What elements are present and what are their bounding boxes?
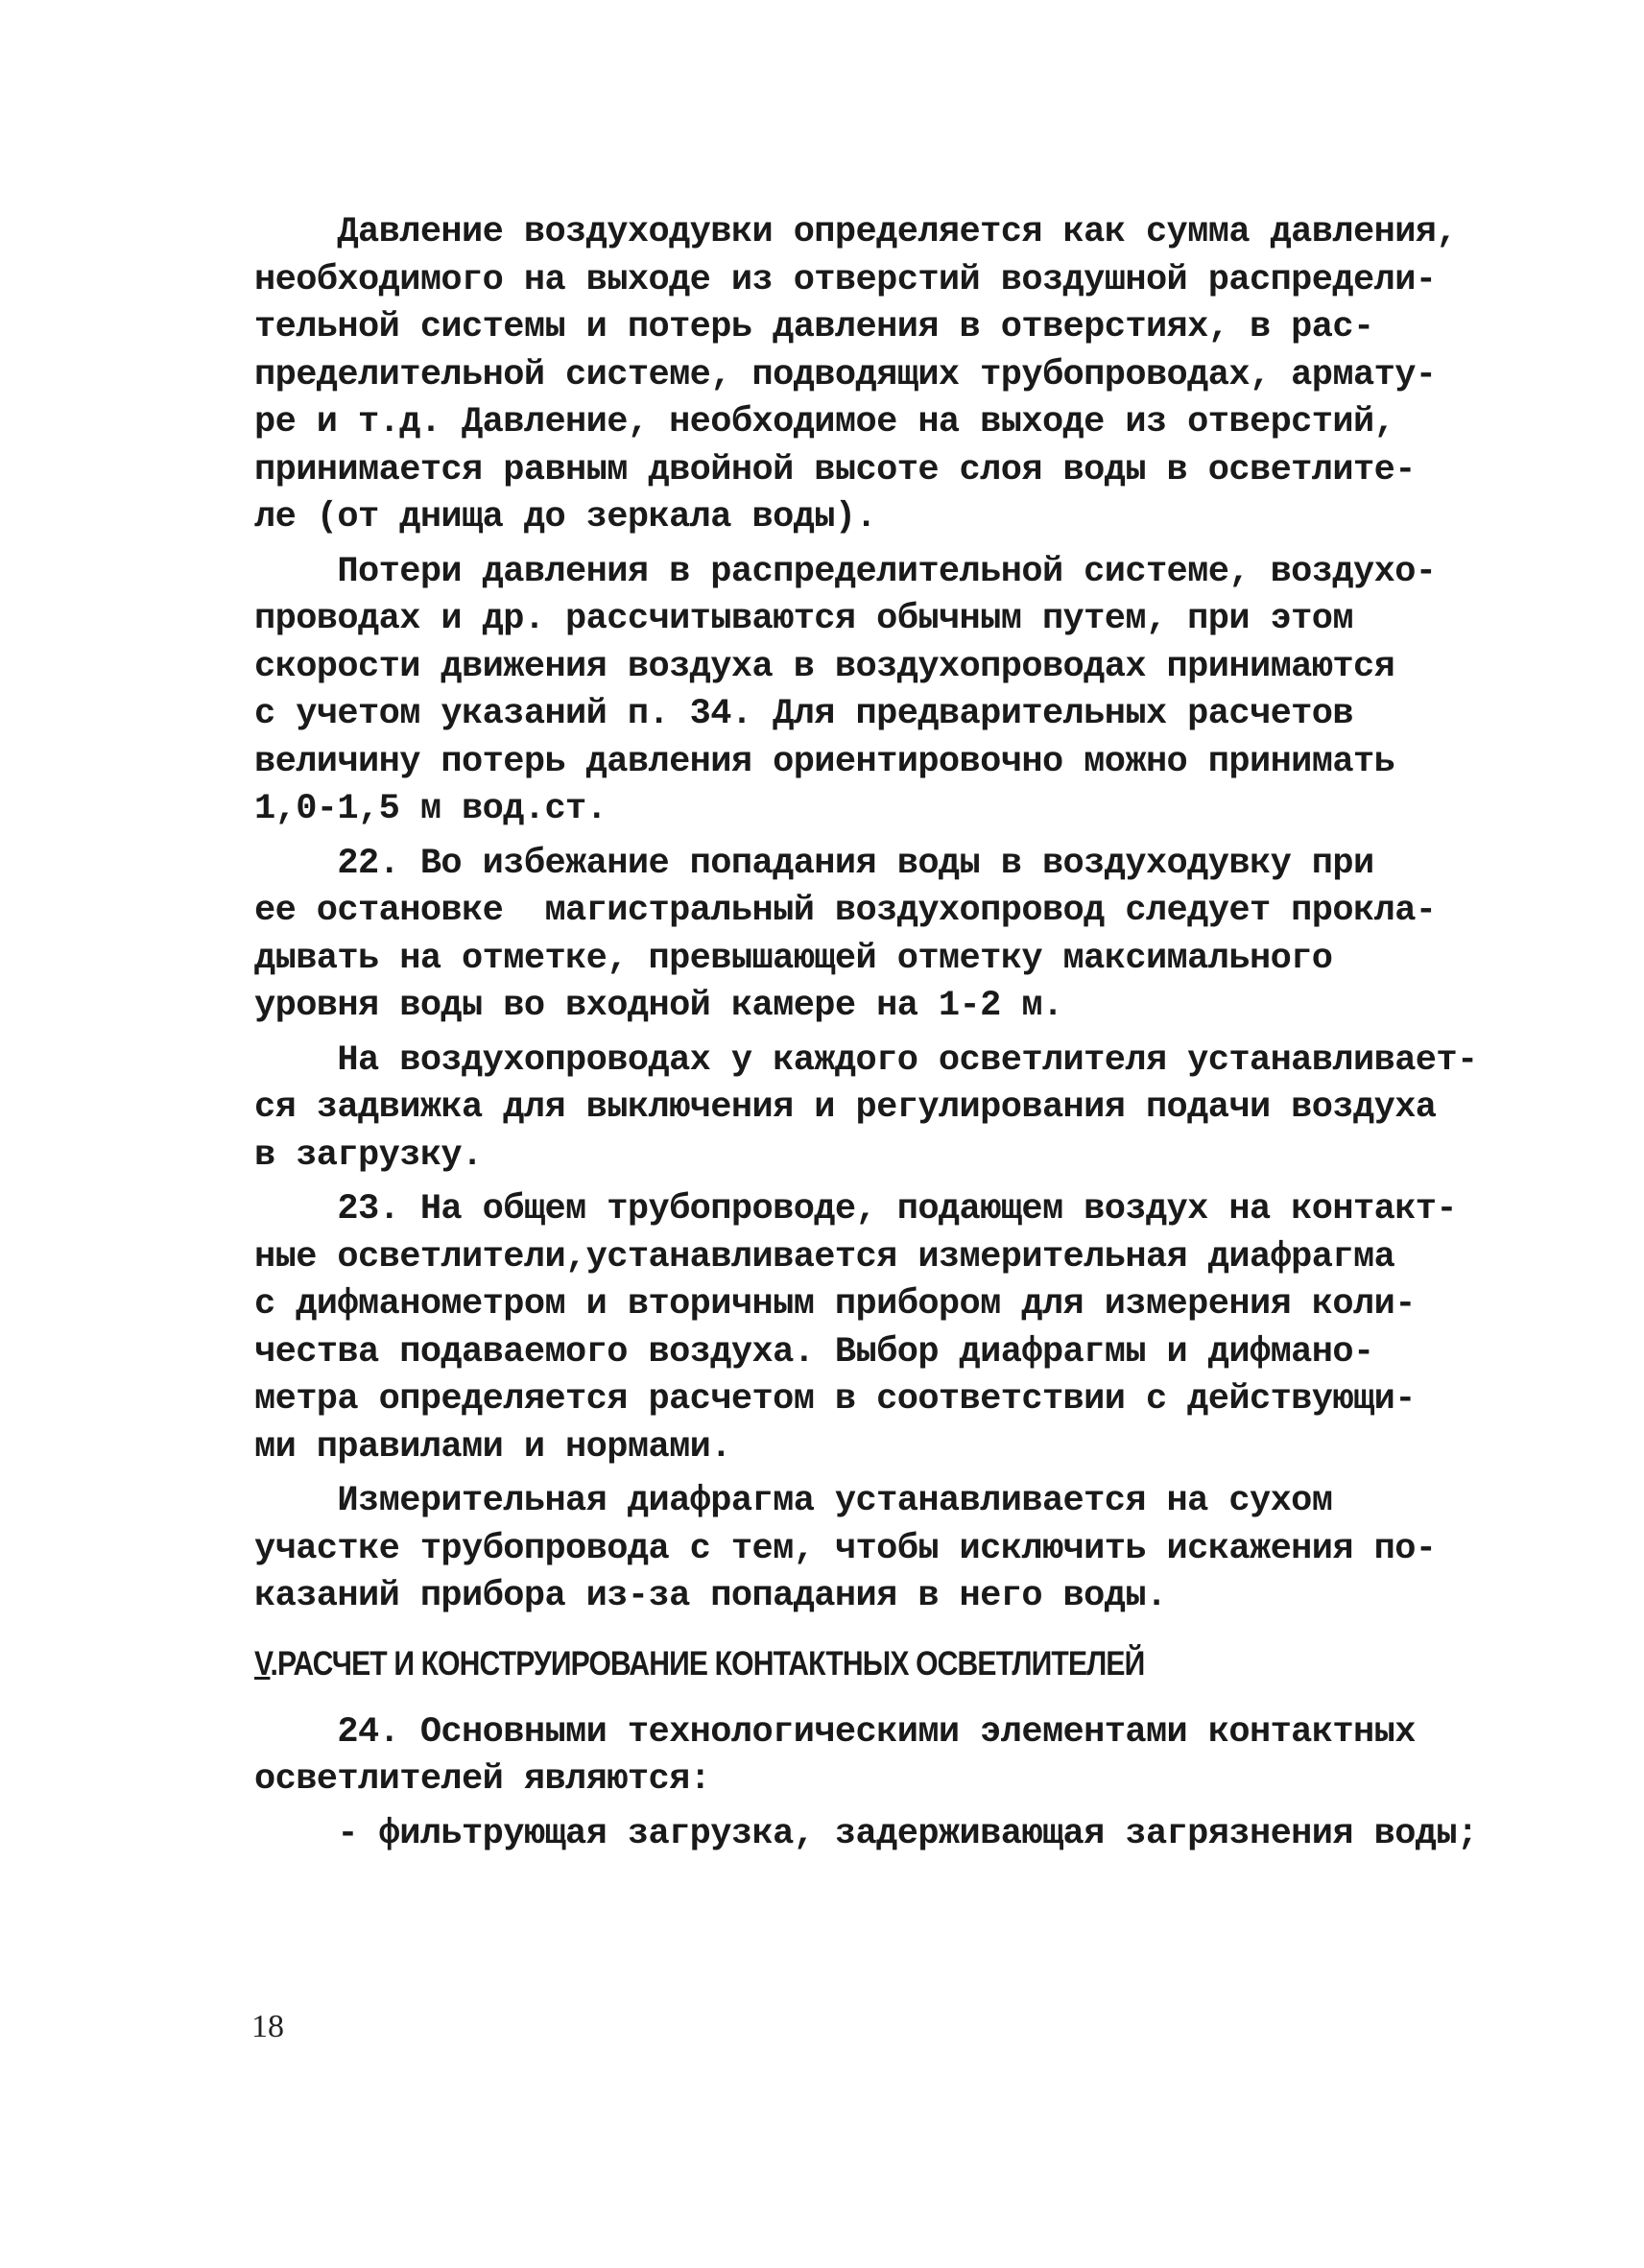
text-line: 23. На общем трубопроводе, подающем воздух на контакт- — [254, 1189, 1458, 1229]
text-line: 22. Во избежание попадания воды в воздуходувку при — [254, 843, 1374, 884]
text-line: тельной системы и потерь давления в отверстиях, в рас- — [254, 307, 1374, 347]
section-title: .РАСЧЕТ И КОНСТРУИРОВАНИЕ КОНТАКТНЫХ ОСВЕТЛИТЕЛЕЙ — [270, 1644, 1145, 1683]
text-line: - фильтрующая загрузка, задерживающая загрязнения воды; — [254, 1813, 1478, 1854]
text-line: с дифманометром и вторичным прибором для измерения коли- — [254, 1284, 1416, 1325]
text-line: Потери давления в распределительной системе, воздухо- — [254, 551, 1437, 592]
text-line: пределительной системе, подводящих трубопроводах, армату- — [254, 354, 1437, 395]
page-number: 18 — [251, 2009, 284, 2044]
text-line: ные осветлители,устанавливается измерительная диафрагма — [254, 1236, 1395, 1277]
paragraph-1 — [254, 209, 1458, 542]
text-line: ее остановке магистральный воздухопровод следует прокла- — [254, 891, 1437, 931]
main-text — [254, 209, 1478, 1858]
text-line: осветлителей являются: — [254, 1759, 711, 1800]
text-line: На воздухопроводах у каждого осветлителя устанавливает- — [254, 1039, 1478, 1081]
text-line: дывать на отметке, превышающей отметку максимального — [254, 938, 1333, 979]
list-item — [254, 1811, 1478, 1859]
text-line: ся задвижка для выключения и регулирования подачи воздуха — [254, 1087, 1437, 1128]
text-line: скорости движения воздуха в воздухопроводах принимаются — [254, 646, 1395, 687]
section-heading — [254, 1640, 1270, 1688]
paragraph-24 — [254, 1709, 1435, 1804]
text-line: уровня воды во входной камере на 1-2 м. — [254, 986, 1063, 1026]
text-line: Давление воздуходувки определяется как сумма давления, — [254, 212, 1458, 252]
paragraph-22-cont — [254, 1038, 1478, 1181]
text-line: в загрузку. — [254, 1134, 483, 1176]
section-number: V — [254, 1644, 271, 1683]
text-line: ре и т.д. Давление, необходимое на выходе из отверстий, — [254, 402, 1395, 442]
text-line: метра определяется расчетом в соответствии с действующи- — [254, 1379, 1416, 1420]
text-line: с учетом указаний п. 34. Для предварительных расчетов — [254, 694, 1353, 734]
text-line: чества подаваемого воздуха. Выбор диафрагмы и дифмано- — [254, 1331, 1374, 1373]
text-line: величину потерь давления ориентировочно можно принимать — [254, 741, 1395, 782]
paragraph-23 — [254, 1186, 1458, 1471]
paragraph-22 — [254, 841, 1435, 1031]
text-line: ле (от днища до зеркала воды). — [254, 497, 877, 537]
text-line: участке трубопровода с тем, чтобы исключить искажения по- — [254, 1528, 1437, 1569]
text-line: 1,0-1,5 м вод.ст. — [254, 789, 608, 829]
text-line: необходимого на выходе из отверстий воздушной распредели- — [254, 259, 1437, 300]
text-line: проводах и др. рассчитываются обычным путем, при этом — [254, 599, 1353, 639]
text-line: 24. Основными технологическими элементами контактных — [254, 1711, 1416, 1753]
text-line: ми правилами и нормами. — [254, 1426, 731, 1468]
paragraph-2 — [254, 549, 1435, 834]
paragraph-23-cont — [254, 1478, 1435, 1621]
text-line: Измерительная диафрагма устанавливается на сухом — [254, 1481, 1333, 1521]
text-line: принимается равным двойной высоте слоя воды в осветлите- — [254, 449, 1416, 490]
text-line: казаний прибора из-за попадания в него воды. — [254, 1576, 1167, 1616]
